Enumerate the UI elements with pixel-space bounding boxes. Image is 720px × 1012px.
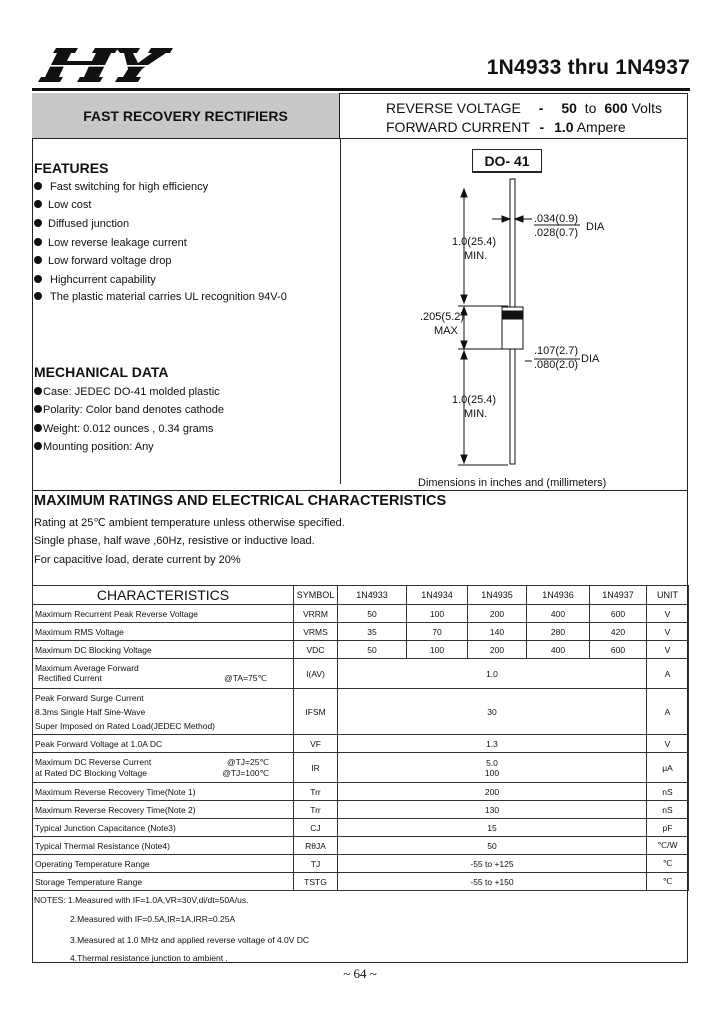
- row-label: [33, 689, 294, 735]
- cell-value: 400: [527, 605, 590, 623]
- mechanical-text: Weight: 0.012 ounces , 0.34 grams: [43, 423, 214, 435]
- fc-unit: Ampere: [576, 119, 626, 135]
- row-label: Typical Thermal Resistance (Note4): [33, 837, 294, 855]
- col-header: 1N4937: [590, 586, 647, 605]
- note-2: 2.Measured with IF=0.5A,IR=1A,IRR=0.25A: [70, 914, 236, 924]
- row-unit: V: [647, 623, 689, 641]
- row-label-line: [35, 768, 291, 779]
- mechanical-text: Case: JEDEC DO-41 molded plastic: [43, 386, 220, 398]
- mechanical-title: MECHANICAL DATA: [34, 364, 169, 380]
- mechanical-item: [34, 386, 220, 398]
- note-1: NOTES: 1.Measured with IF=1.0A,VR=30V,di/dt=50A/us.: [34, 895, 249, 905]
- cell-value: 1.3: [338, 735, 647, 753]
- row-symbol: RθJA: [294, 837, 338, 855]
- row-label-line: Peak Forward Surge Current: [35, 692, 144, 703]
- feature-item: [34, 237, 187, 249]
- lead-length-top: 1.0(25.4): [452, 236, 497, 248]
- cell-value-line: 100: [484, 767, 500, 778]
- row-symbol: Trr: [294, 801, 338, 819]
- package-outline-drawing: [340, 139, 688, 484]
- row-label: [33, 753, 294, 783]
- table-row: [33, 819, 689, 837]
- ratings-summary: [340, 93, 688, 139]
- package-name: DO- 41: [472, 149, 542, 173]
- row-label: Maximum Recurrent Peak Reverse Voltage: [33, 605, 294, 623]
- row-unit: ℃/W: [647, 837, 689, 855]
- bullet-icon: [34, 238, 42, 246]
- row-label: Maximum DC Blocking Voltage: [33, 641, 294, 659]
- bullet-icon: [34, 405, 42, 413]
- lead-dia-max: .034(0.9): [534, 213, 579, 225]
- dimensions-caption: Dimensions in inches and (millimeters): [418, 477, 607, 489]
- row-unit: ℃: [647, 873, 689, 891]
- feature-text: The plastic material carries UL recognition 94V-0: [50, 291, 287, 303]
- row-label-line: [35, 757, 291, 768]
- cell-value: 30: [338, 689, 647, 735]
- cell-value: 200: [468, 605, 527, 623]
- cell-value: 130: [338, 801, 647, 819]
- lead-length-top-min: MIN.: [464, 250, 488, 262]
- mechanical-item: [34, 423, 213, 435]
- reverse-voltage-label: REVERSE VOLTAGE: [386, 100, 521, 116]
- col-header: 1N4936: [527, 586, 590, 605]
- cell-value: -55 to +150: [338, 873, 647, 891]
- document-title: 1N4933 thru 1N4937: [486, 56, 690, 79]
- row-unit: V: [647, 735, 689, 753]
- bullet-icon: [34, 200, 42, 208]
- lead-length-bottom-min: MIN.: [464, 408, 488, 420]
- rv-min: 50: [561, 100, 577, 116]
- feature-item: [34, 181, 208, 193]
- cell-value: 600: [590, 605, 647, 623]
- col-header: 1N4933: [338, 586, 407, 605]
- characteristics-table: [32, 585, 689, 891]
- feature-item: [34, 199, 91, 211]
- table-row: [33, 783, 689, 801]
- row-label-line: Maximum Average Forward: [35, 663, 139, 673]
- row-label: Peak Forward Voltage at 1.0A DC: [33, 735, 294, 753]
- table-row: [33, 659, 689, 689]
- row-unit: V: [647, 641, 689, 659]
- feature-text: Highcurrent capability: [50, 274, 156, 286]
- row-unit: nS: [647, 801, 689, 819]
- table-header-row: [33, 586, 689, 605]
- row-unit: V: [647, 605, 689, 623]
- table-row: [33, 735, 689, 753]
- bullet-icon: [34, 292, 42, 300]
- cell-value: 1.0: [338, 659, 647, 689]
- row-condition: @TJ=25℃: [226, 756, 269, 767]
- feature-text: Low reverse leakage current: [48, 237, 187, 249]
- cell-value: 200: [338, 783, 647, 801]
- row-symbol: VDC: [294, 641, 338, 659]
- bullet-icon: [34, 387, 42, 395]
- cell-value: 420: [590, 623, 647, 641]
- row-label: Operating Temperature Range: [33, 855, 294, 873]
- note-4: 4.Thermal resistance junction to ambient .: [70, 953, 228, 963]
- bullet-icon: [34, 424, 42, 432]
- table-row: [33, 753, 689, 783]
- row-label-line: [35, 673, 291, 684]
- feature-text: Low cost: [48, 199, 92, 211]
- fc-value: 1.0: [554, 119, 574, 135]
- bullet-icon: [34, 275, 42, 283]
- body-length: .205(5.2): [420, 311, 465, 323]
- row-symbol: VRMS: [294, 623, 338, 641]
- cell-value: 280: [527, 623, 590, 641]
- table-row: [33, 855, 689, 873]
- table-row: [33, 873, 689, 891]
- feature-item: [34, 255, 172, 267]
- row-unit: μA: [647, 753, 689, 783]
- dia-label: DIA: [581, 353, 600, 365]
- rv-max: 600: [604, 100, 628, 116]
- row-symbol: IFSM: [294, 689, 338, 735]
- cell-value: 50: [338, 837, 647, 855]
- row-label-line: 8.3ms Single Half Sine-Wave: [35, 706, 146, 717]
- feature-item: [34, 274, 156, 286]
- row-label: Maximum Reverse Recovery Time(Note 1): [33, 783, 294, 801]
- cell-value: 50: [338, 605, 407, 623]
- table-row: [33, 689, 689, 735]
- page-number: ~ 64 ~: [343, 966, 377, 981]
- rating-condition: Rating at 25℃ ambient temperature unless otherwise specified.: [34, 517, 345, 529]
- body-length-max: MAX: [434, 325, 458, 337]
- col-header: 1N4935: [468, 586, 527, 605]
- col-header: UNIT: [647, 586, 689, 605]
- row-label: Maximum Reverse Recovery Time(Note 2): [33, 801, 294, 819]
- mechanical-text: Mounting position: Any: [43, 441, 154, 453]
- cell-value: 100: [407, 641, 468, 659]
- table-row: [33, 605, 689, 623]
- ratings-title: MAXIMUM RATINGS AND ELECTRICAL CHARACTERISTICS: [34, 493, 447, 509]
- note-3: 3.Measured at 1.0 MHz and applied reverse voltage of 4.0V DC: [70, 935, 310, 945]
- cell-value: 600: [590, 641, 647, 659]
- bullet-icon: [34, 182, 42, 190]
- dash: -: [538, 100, 544, 116]
- col-header: 1N4934: [407, 586, 468, 605]
- row-label-text: Rectified Current: [38, 673, 102, 683]
- cell-value: 400: [527, 641, 590, 659]
- row-label: Storage Temperature Range: [33, 873, 294, 891]
- row-unit: pF: [647, 819, 689, 837]
- rating-condition: For capacitive load, derate current by 20%: [34, 554, 241, 566]
- rv-to: to: [584, 100, 597, 116]
- cell-value: 200: [468, 641, 527, 659]
- product-category: FAST RECOVERY RECTIFIERS: [32, 93, 340, 139]
- section-divider: [32, 490, 688, 491]
- row-unit: A: [647, 689, 689, 735]
- col-header: CHARACTERISTICS: [33, 586, 294, 605]
- row-label-text: at Rated DC Blocking Voltage: [35, 767, 147, 778]
- row-label-text: Maximum DC Reverse Current: [35, 756, 152, 767]
- forward-current-line: [386, 119, 626, 135]
- cell-value: [338, 753, 647, 783]
- title-rule: [32, 88, 690, 91]
- cell-value: 15: [338, 819, 647, 837]
- cell-value: -55 to +125: [338, 855, 647, 873]
- row-symbol: I(AV): [294, 659, 338, 689]
- row-condition: @TA=75℃: [224, 673, 267, 683]
- cell-value: 100: [407, 605, 468, 623]
- cell-value: 140: [468, 623, 527, 641]
- rating-condition: Single phase, half wave ,60Hz, resistive or inductive load.: [34, 535, 315, 547]
- row-condition: @TJ=100℃: [222, 767, 269, 778]
- dia-label: DIA: [586, 221, 605, 233]
- feature-item: [34, 291, 287, 303]
- cell-value: 50: [338, 641, 407, 659]
- bullet-icon: [34, 442, 42, 450]
- table-row: [33, 801, 689, 819]
- forward-current-label: FORWARD CURRENT: [386, 119, 530, 135]
- feature-text: Low forward voltage drop: [48, 255, 172, 267]
- row-label-line: Super Imposed on Rated Load(JEDEC Method): [35, 720, 216, 731]
- row-symbol: IR: [294, 753, 338, 783]
- reverse-voltage-line: [386, 100, 662, 116]
- col-header: SYMBOL: [294, 586, 338, 605]
- row-unit: nS: [647, 783, 689, 801]
- lead-length-bottom: 1.0(25.4): [452, 394, 497, 406]
- company-logo: [38, 44, 173, 84]
- row-label: Typical Junction Capacitance (Note3): [33, 819, 294, 837]
- row-symbol: TSTG: [294, 873, 338, 891]
- rv-unit: Volts: [631, 100, 662, 116]
- mechanical-item: [34, 441, 154, 453]
- feature-item: [34, 218, 129, 230]
- table-row: [33, 623, 689, 641]
- row-symbol: CJ: [294, 819, 338, 837]
- feature-text: Diffused junction: [48, 218, 130, 230]
- bullet-icon: [34, 219, 42, 227]
- bullet-icon: [34, 256, 42, 264]
- cell-value: 35: [338, 623, 407, 641]
- table-row: [33, 837, 689, 855]
- row-unit: A: [647, 659, 689, 689]
- row-symbol: VRRM: [294, 605, 338, 623]
- lead-dia-min: .028(0.7): [534, 227, 579, 239]
- dash: -: [539, 119, 545, 135]
- table-row: [33, 641, 689, 659]
- row-symbol: TJ: [294, 855, 338, 873]
- row-symbol: VF: [294, 735, 338, 753]
- mechanical-text: Polarity: Color band denotes cathode: [43, 404, 225, 416]
- row-label: Maximum RMS Voltage: [33, 623, 294, 641]
- row-symbol: Trr: [294, 783, 338, 801]
- features-title: FEATURES: [34, 160, 109, 176]
- feature-text: Fast switching for high efficiency: [50, 181, 209, 193]
- row-unit: ℃: [647, 855, 689, 873]
- body-dia-min: .080(2.0): [534, 359, 579, 371]
- row-label: [33, 659, 294, 689]
- cell-value-line: 5.0: [486, 757, 498, 768]
- body-dia-max: .107(2.7): [534, 345, 579, 357]
- cell-value: 70: [407, 623, 468, 641]
- mechanical-item: [34, 404, 224, 416]
